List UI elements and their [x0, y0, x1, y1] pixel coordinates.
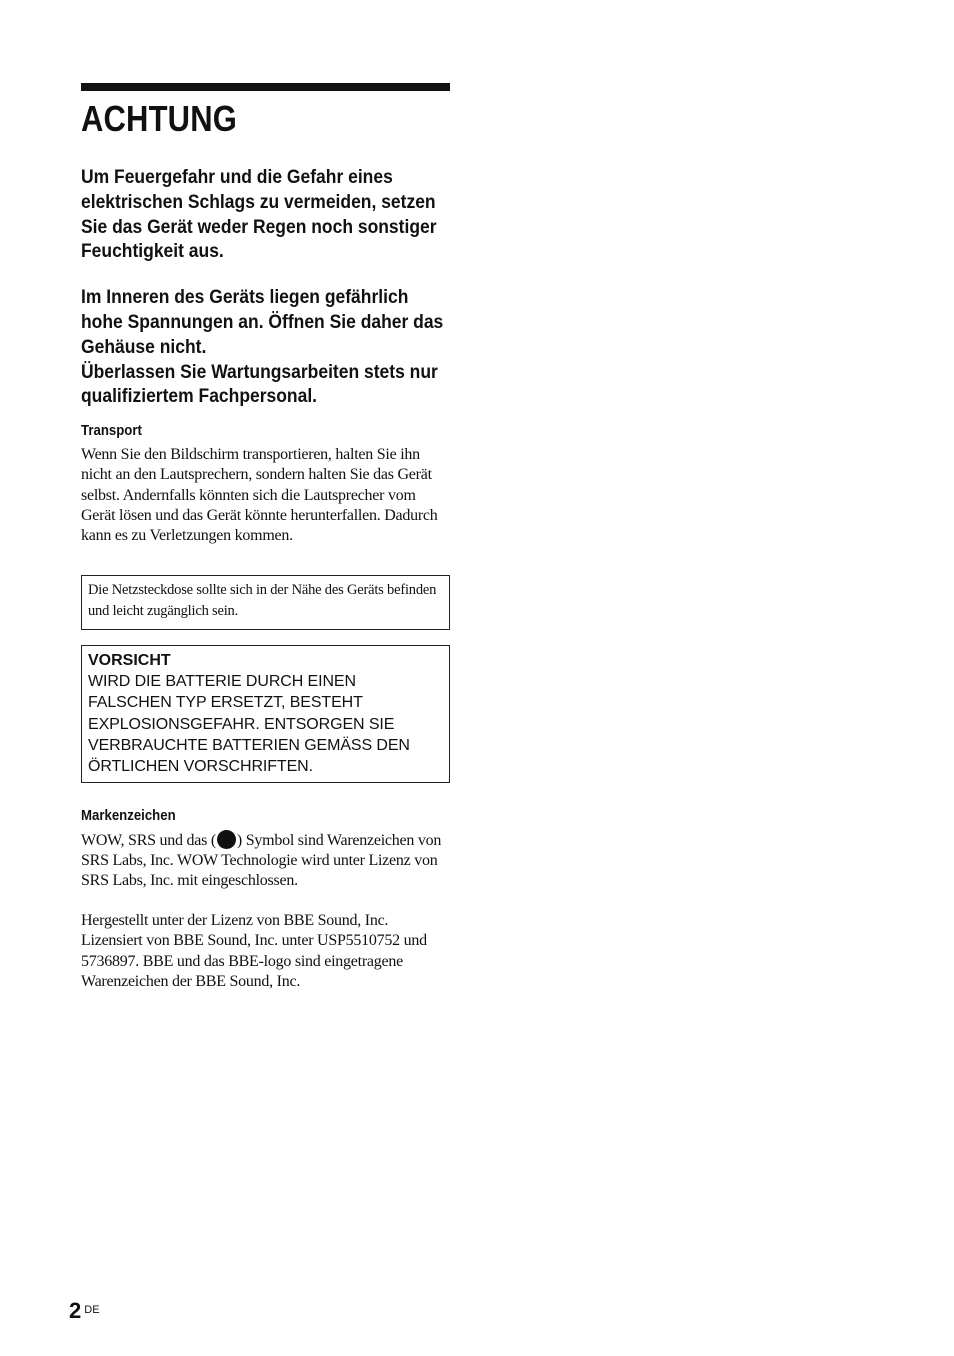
trademarks-heading: Markenzeichen	[81, 806, 176, 824]
trademarks-text-srs	[81, 830, 450, 892]
trademarks-text-after: ) Symbol sind Warenzeichen von SRS Labs, Inc. WOW Technologie wird unter Lizenz von SRS Labs, Inc. mit eingeschlossen.	[81, 831, 442, 890]
power-outlet-notice-text: Die Netzsteckdose sollte sich in der Nähe des Geräts befinden und leicht zugänglich sein.	[88, 582, 437, 620]
page-title: ACHTUNG	[81, 98, 237, 139]
title-rule	[81, 83, 450, 91]
caution-heading: VORSICHT	[88, 652, 171, 670]
trademarks-text-bbe: Hergestellt unter der Lizenz von BBE Sound, Inc. Lizensiert von BBE Sound, Inc. unter USP5510752 und 5736897. BBE und das BBE-logo sind eingetragene Warenzeichen der BBE Sound, Inc.	[81, 912, 427, 990]
trademarks-section	[81, 807, 450, 992]
transport-text: Wenn Sie den Bildschirm transportieren, halten Sie ihn nicht an den Lautsprechern, sondern halten Sie das Gerät selbst. Andernfalls könnten sich die Lautsprecher vom Gerät lösen und das Gerät könnte herunterfallen. Dadurch kann es zu Verletzungen kommen.	[81, 446, 438, 544]
power-outlet-notice-box	[81, 575, 450, 630]
caution-box	[81, 645, 450, 782]
transport-heading: Transport	[81, 422, 142, 440]
page-number: 2	[69, 1298, 82, 1323]
warning-fire-shock: Um Feuergefahr und die Gefahr eines elektrischen Schlags zu vermeiden, setzen Sie das Gerät weder Regen noch sonstiger Feuchtigkeit aus.	[81, 167, 437, 263]
warning-high-voltage	[81, 286, 449, 410]
caution-text: WIRD DIE BATTERIE DURCH EINEN FALSCHEN TYP ERSETZT, BESTEHT EXPLOSIONSGEFAHR. ENTSORGEN SIE VERBRAUCHTE BATTERIEN GEMÄSS DEN ÖRTLICHEN VORSCHRIFTEN.	[88, 673, 410, 776]
content-column	[81, 83, 450, 992]
page-footer	[69, 1298, 100, 1324]
warning-service-text: Überlassen Sie Wartungsarbeiten stets nur qualifiziertem Fachpersonal.	[81, 361, 438, 408]
page-language: DE	[84, 1304, 100, 1316]
trademarks-text-before: WOW, SRS und das (	[81, 831, 216, 849]
warning-voltage-text: Im Inneren des Geräts liegen gefährlich hohe Spannungen an. Öffnen Sie daher das Gehäuse nicht.	[81, 287, 444, 358]
srs-logo-icon	[217, 830, 236, 849]
